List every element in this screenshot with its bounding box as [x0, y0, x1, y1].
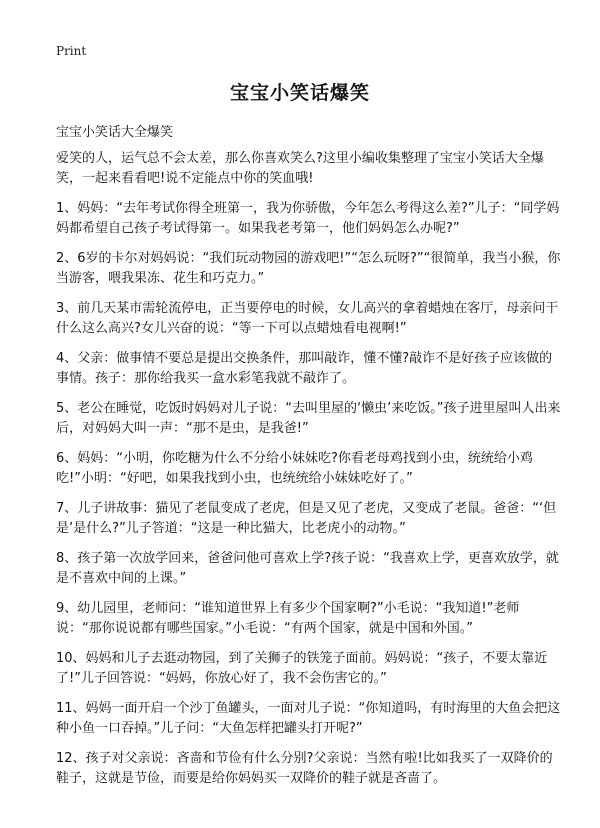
- joke-list: [56, 149, 564, 799]
- joke-paragraph: 8、孩子第一次放学回来，爸爸问他可喜欢上学?孩子说：“我喜欢上学，更喜欢放学，就是不喜欢中间的上课。”: [56, 551, 559, 586]
- joke-paragraph: 1、妈妈：“去年考试你得全班第一，我为你骄傲，今年怎么考得这么差?”儿子：“同学妈妈都希望自己孩子考试得第一。如果我老考第一，他们妈妈怎么办呢?”: [56, 201, 560, 236]
- joke-paragraph: 11、妈妈一面开启一个沙丁鱼罐头，一面对儿子说：“你知道吗，有时海里的大鱼会把这种小鱼一口吞掉。”儿子问：“大鱼怎样把罐头打开呢?”: [56, 701, 561, 736]
- joke-paragraph: 5、老公在睡觉，吃饭时妈妈对儿子说：“去叫里屋的‘懒虫’来吃饭。”孩子进里屋叫人出来后，对妈妈大叫一声：“那不是虫，是我爸!”: [56, 401, 561, 436]
- joke-paragraph: 12、孩子对父亲说：吝啬和节俭有什么分别?父亲说：当然有啦!比如我买了一双降价的鞋子，这就是节俭，而要是给你妈妈买一双降价的鞋子就是吝啬了。: [56, 751, 553, 786]
- print-link[interactable]: Print: [56, 44, 87, 58]
- joke-paragraph: 7、儿子讲故事：猫见了老鼠变成了老虎，但是又见了老虎，又变成了老鼠。爸爸：“‘但是’是什么?”儿子答道：“这是一种比猫大，比老虎小的动物。”: [56, 501, 557, 536]
- joke-paragraph: 2、6岁的卡尔对妈妈说：“我们玩动物园的游戏吧!”“怎么玩呀?”“很简单，我当小猴，你当游客，喂我果冻、花生和巧克力。”: [56, 251, 561, 286]
- joke-paragraph: 4、父亲：做事情不要总是提出交换条件，那叫敲诈，懂不懂?敲诈不是好孩子应该做的事情。孩子：那你给我买一盒水彩笔我就不敲诈了。: [56, 351, 553, 386]
- joke-paragraph: 6、妈妈：“小明，你吃糖为什么不分给小妹妹吃?你看老母鸡找到小虫，统统给小鸡吃!”小明：“好吧，如果我找到小虫，也统统给小妹妹吃好了。”: [56, 451, 533, 486]
- page-title: 宝宝小笑话爆笑: [229, 82, 370, 104]
- joke-paragraph: 3、前几天某市需轮流停电，正当要停电的时候，女儿高兴的拿着蜡烛在客厅，母亲问干什么这么高兴?女儿兴奋的说：“等一下可以点蜡烛看电视啊!”: [56, 301, 559, 336]
- intro-paragraph: 爱笑的人，运气总不会太差，那么你喜欢笑么?这里小编收集整理了宝宝小笑话大全爆笑，一起来看看吧!说不定能点中你的笑血哦!: [56, 151, 544, 186]
- page-subtitle: 宝宝小笑话大全爆笑: [56, 125, 174, 140]
- joke-paragraph: 9、幼儿园里，老师问：“谁知道世界上有多少个国家啊?”小毛说：“我知道!”老师说：“那你说说都有哪些国家。”小毛说：“有两个国家，就是中国和外国。”: [56, 601, 520, 636]
- joke-paragraph: 10、妈妈和儿子去逛动物园，到了关狮子的铁笼子面前。妈妈说：“孩子，不要太靠近了!”儿子回答说：“妈妈，你放心好了，我不会伤害它的。”: [56, 651, 548, 686]
